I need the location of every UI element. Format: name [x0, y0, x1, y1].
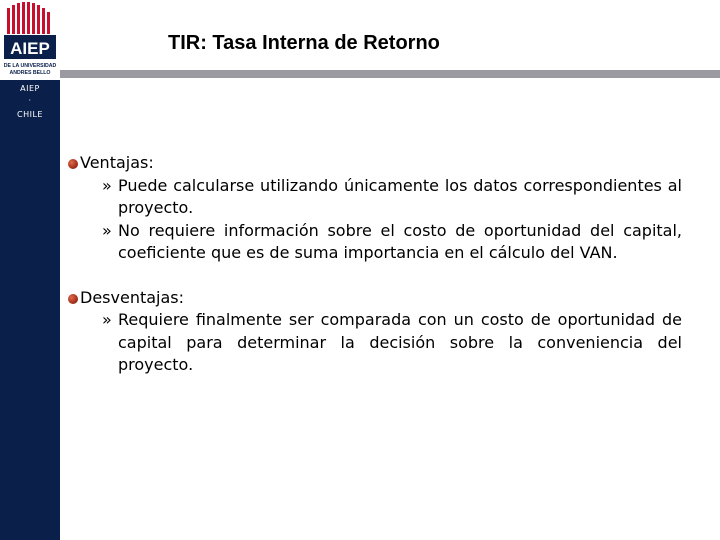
- title-divider: [60, 70, 720, 78]
- section-heading: Desventajas:: [80, 287, 185, 307]
- list-item-text: Puede calcularse utilizando únicamente los datos correspondientes al proyecto.: [118, 175, 682, 217]
- list-item-text: Requiere finalmente ser comparada con un costo de oportunidad de capital para determinar la decisión sobre la conveniencia del proyecto.: [118, 310, 682, 374]
- sub-marker: »: [102, 220, 112, 240]
- section-ventajas: [80, 152, 682, 175]
- section-heading: Ventajas:: [80, 153, 154, 172]
- logo-line1: DE LA UNIVERSIDAD: [3, 63, 57, 69]
- list-item: [80, 175, 682, 220]
- sub-marker: »: [102, 175, 112, 195]
- bullet-icon: [68, 159, 78, 169]
- page-title: TIR: Tasa Interna de Retorno: [168, 32, 440, 54]
- slide-content: [80, 152, 682, 377]
- list-item: [80, 309, 682, 377]
- list-item: [80, 220, 682, 265]
- logo-name: AIEP: [10, 39, 50, 58]
- section-desventajas: [80, 287, 682, 310]
- sidebar-brand-dot: ·: [28, 96, 32, 105]
- sub-marker: »: [102, 310, 112, 329]
- logo-line2: ANDRES BELLO: [9, 70, 51, 76]
- sidebar-brand-bottom: CHILE: [17, 110, 43, 119]
- list-item-text: No requiere información sobre el costo de oportunidad del capital, coeficiente que es de suma importancia en el cálculo del VAN.: [118, 220, 682, 262]
- bullet-icon: [68, 294, 78, 304]
- sidebar: [0, 0, 60, 540]
- aiep-logo: [0, 0, 60, 80]
- sidebar-brand-top: AIEP: [20, 84, 40, 93]
